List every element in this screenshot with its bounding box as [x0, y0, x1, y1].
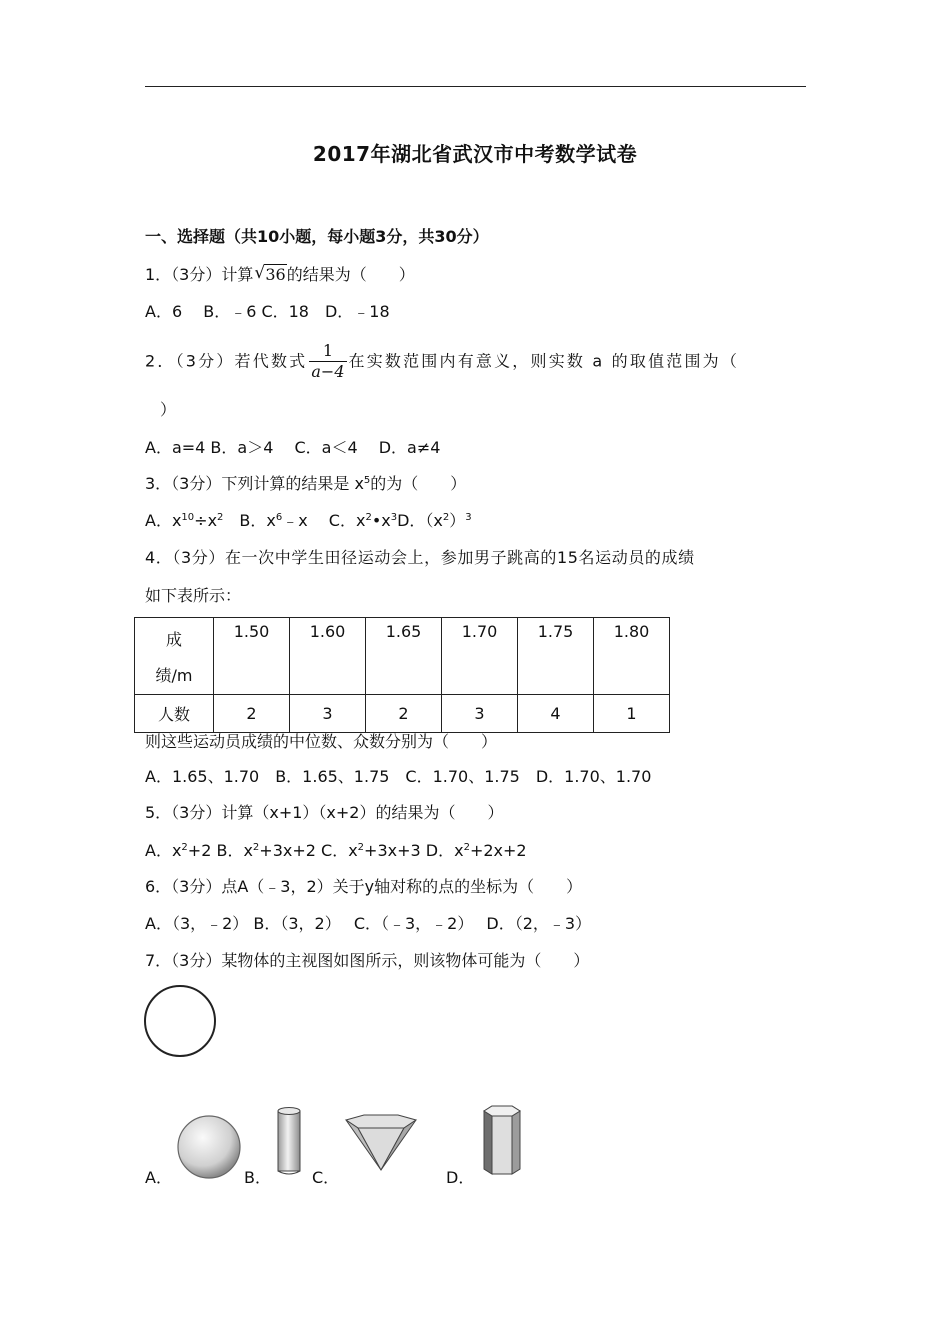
- table-header-count: 人数: [135, 695, 214, 733]
- option-b-label: B．: [244, 1168, 271, 1187]
- question-2: 2．（3分）若代数式 $\frac{1}{a-4}$ 在实数范围内有意义，则实数 a 的取值范围为（: [145, 341, 740, 381]
- section-heading: 一、选择题（共10小题，每小题3分，共30分）: [145, 227, 489, 246]
- table-cell: 1.60: [290, 618, 366, 695]
- question-3: 3．（3分）下列计算的结果是 $x^5$的为（ ）: [145, 474, 467, 493]
- option-c-label: C．: [312, 1168, 340, 1187]
- question-3-options: A．$x^{10}\div x^2$ B．$x^6﹣x$ C．$x^2•x^3D$．$(x^2)^3$: [145, 511, 472, 530]
- sphere-icon: [174, 1112, 244, 1182]
- question-4: 4．（3分）在一次中学生田径运动会上，参加男子跳高的15名运动员的成绩: [145, 548, 695, 567]
- cylinder-icon: [274, 1106, 304, 1178]
- question-6: 6．（3分）点A（﹣3，2）关于y轴对称的点的坐标为（ ）: [145, 877, 583, 896]
- question-5-options: A．$x^2+2$ B．$x^2+3x+2$ C．$x^2+3x+3$ D．$x^2+2x+2$: [145, 841, 527, 860]
- table-header-score: 成 绩/m: [135, 618, 214, 695]
- fraction-expression: $\frac{1}{a-4}$: [311, 341, 345, 381]
- table-cell: 1.65: [366, 618, 442, 695]
- table-cell: 1: [594, 695, 670, 733]
- page-title: 2017年湖北省武汉市中考数学试卷: [312, 142, 638, 166]
- question-4-after: 则这些运动员成绩的中位数、众数分别为（ ）: [145, 732, 498, 751]
- table-cell: 3: [442, 695, 518, 733]
- option-d-label: D．: [446, 1168, 475, 1187]
- scores-table: [134, 617, 670, 733]
- hexagonal-prism-icon: [478, 1103, 524, 1179]
- table-cell: 4: [518, 695, 594, 733]
- table-cell: 1.70: [442, 618, 518, 695]
- question-2-close: ）: [160, 400, 177, 419]
- question-7: 7．（3分）某物体的主视图如图所示，则该物体可能为（ ）: [145, 951, 590, 970]
- sqrt-expression: √ 36: [255, 264, 286, 286]
- inverted-pyramid-icon: [342, 1112, 420, 1174]
- table-cell: 1.50: [214, 618, 290, 695]
- table-cell: 3: [290, 695, 366, 733]
- table-cell: 1.80: [594, 618, 670, 695]
- table-cell: 2: [366, 695, 442, 733]
- question-4-cont: 如下表所示：: [145, 586, 242, 605]
- question-4-options: A．1.65、1.70 B．1.65、1.75 C．1.70、1.75 D．1.70、1.70: [145, 767, 652, 786]
- question-1: 1．（3分）计算√ 36的结果为（ ）: [145, 264, 415, 286]
- question-1-options: A．6 B．﹣6 C．18 D．﹣18: [145, 302, 390, 321]
- front-view-circle: [142, 983, 218, 1059]
- header-rule: [145, 86, 806, 87]
- table-cell: 2: [214, 695, 290, 733]
- question-2-options: A．a=4 B．a＞4 C．a＜4 D．a≠4: [145, 438, 441, 457]
- option-a-label: A．: [145, 1168, 172, 1187]
- question-5: 5．（3分）计算（x+1）（x+2）的结果为（ ）: [145, 803, 504, 822]
- question-6-options: A．（3，﹣2） B．（3，2） C．（﹣3，﹣2） D．（2，﹣3）: [145, 914, 592, 933]
- table-cell: 1.75: [518, 618, 594, 695]
